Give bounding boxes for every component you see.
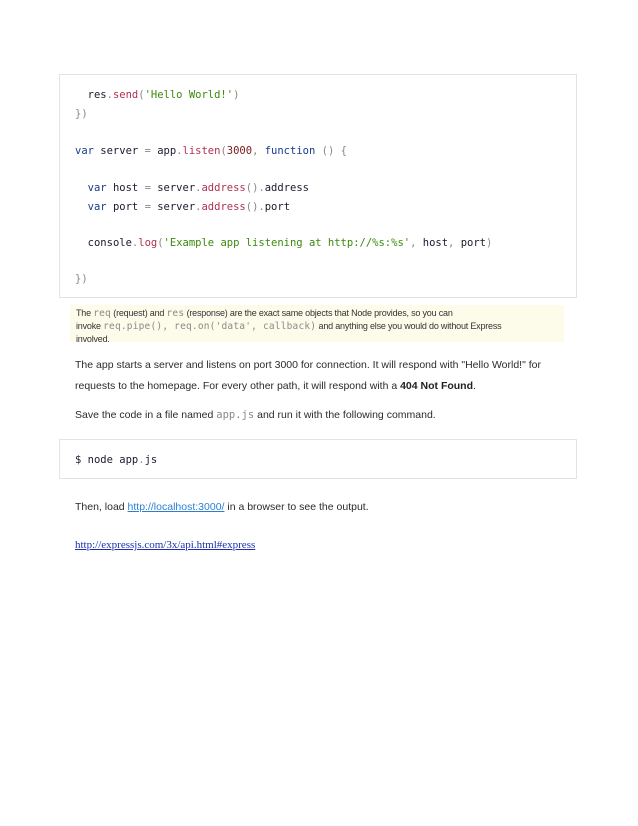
- code-block-command: [59, 439, 577, 479]
- paragraph-save-instructions: Save the code in a file named app.js and run it with the following command.: [75, 409, 436, 421]
- code-block-server: [59, 74, 577, 298]
- code-line: var server = app.listen(3000, function () {: [75, 145, 347, 157]
- code-line: var port = server.address().port: [87, 201, 291, 213]
- inline-code: res: [166, 308, 185, 319]
- localhost-link[interactable]: http://localhost:3000/: [127, 501, 225, 513]
- code-line: }): [75, 108, 88, 120]
- express-api-reference-link[interactable]: http://expressjs.com/3x/api.html#express: [75, 539, 256, 551]
- inline-code: req.pipe(), req.on('data', callback): [103, 321, 317, 332]
- note-callout: The req (request) and res (response) are the exact same objects that Node provides, so you can invoke req.pipe(), req.on('data', callback) and anything else you would do without Express involved.: [70, 305, 564, 342]
- bold-text: 404 Not Found: [400, 380, 474, 392]
- code-line: $ node app.js: [75, 454, 158, 466]
- code-line: res.send('Hello World!'): [87, 89, 240, 101]
- inline-code: app.js: [216, 409, 255, 421]
- code-line: console.log('Example app listening at http://%s:%s', host, port): [87, 237, 493, 249]
- code-line: }): [75, 273, 88, 285]
- paragraph-server-description: The app starts a server and listens on port 3000 for connection. It will respond with "Hello World!" for requests to the homepage. For every other path, it will respond with a 404 Not Found.: [75, 359, 541, 392]
- code-line: var host = server.address().address: [87, 182, 309, 194]
- paragraph-load-instructions: Then, load http://localhost:3000/ in a browser to see the output.: [75, 501, 369, 513]
- inline-code: req: [93, 308, 111, 319]
